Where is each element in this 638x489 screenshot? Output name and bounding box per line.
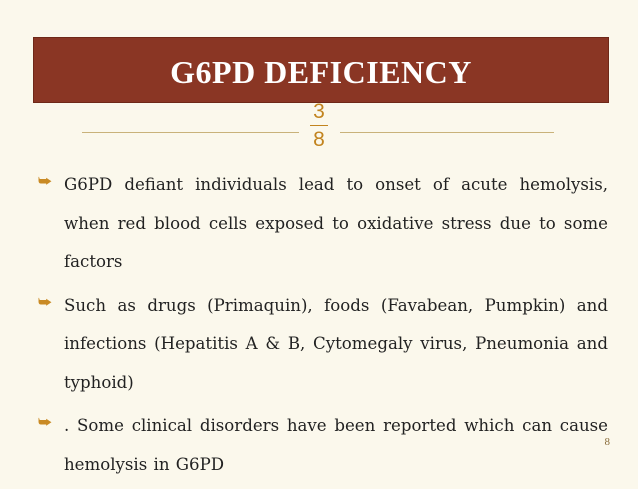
arrow-bullet-icon: ⮩ xyxy=(38,172,52,190)
page-number: 8 xyxy=(604,436,610,448)
fraction-bar xyxy=(310,125,328,126)
bullet-text: Such as drugs (Primaquin), foods (Favabean, Pumpkin) and infections (Hepatitis A & B, Cytomegaly virus, Pneumonia and typhoid) xyxy=(64,295,608,392)
slide-number-fraction xyxy=(306,100,332,152)
bullet-item xyxy=(38,407,608,484)
divider-line-left xyxy=(82,132,299,133)
bullet-text: . Some clinical disorders have been reported which can cause hemolysis in G6PD xyxy=(64,416,608,474)
slide-title: G6PD DEFICIENCY xyxy=(170,54,472,90)
slide-number-numerator: 3 xyxy=(313,100,325,123)
arrow-bullet-icon: ⮩ xyxy=(38,413,52,431)
slide-number-denominator: 8 xyxy=(313,128,325,151)
bullet-list xyxy=(38,166,608,489)
bullet-item xyxy=(38,166,608,282)
bullet-item xyxy=(38,287,608,403)
arrow-bullet-icon: ⮩ xyxy=(38,292,52,311)
divider-line-right xyxy=(340,132,554,133)
bullet-text: G6PD defiant individuals lead to onset of acute hemolysis, when red blood cells exposed to oxidative stress due to some factors xyxy=(64,175,608,271)
title-banner xyxy=(33,37,609,103)
